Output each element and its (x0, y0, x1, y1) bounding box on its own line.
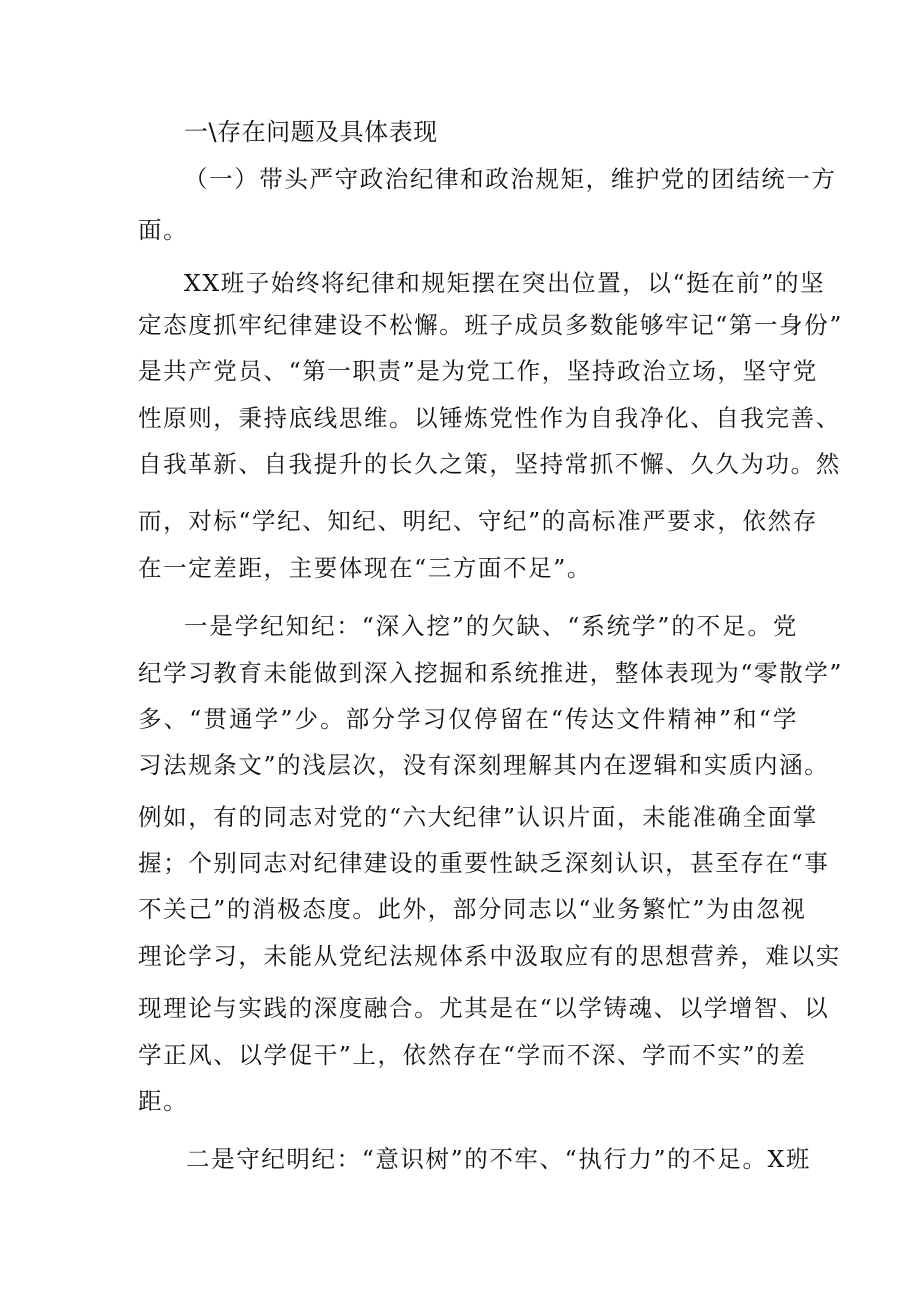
paragraph-line: 一是学纪知纪：“深入挖”的欠缺、“系统学”的不足。党 (184, 612, 798, 640)
paragraph-line: 是共产党员、“第一职责”是为党工作，坚持政治立场，坚守党 (138, 357, 818, 385)
paragraph-line: 多、“贯通学”少。部分学习仅停留在“传达文件精神”和“学 (138, 705, 798, 733)
paragraph-line: 例如，有的同志对党的“六大纪律”认识片面，未能准确全面掌 (138, 803, 818, 831)
paragraph-line: 性原则，秉持底线思维。以锤炼党性作为自我净化、自我完善、 (138, 404, 841, 432)
paragraph-line: 学正风、以学促干”上，依然存在“学而不深、学而不实”的差 (138, 1041, 807, 1069)
subheading-line: 面。 (138, 216, 189, 244)
paragraph-line: 现理论与实践的深度融合。尤其是在“以学铸魂、以学增智、以 (138, 994, 830, 1022)
paragraph-line: 定态度抓牢纪律建设不松懈。班子成员多数能够牢记“第一身份” (138, 311, 843, 339)
paragraph-line: 在一定差距，主要体现在“三方面不足”。 (138, 554, 592, 582)
paragraph-line: 自我革新、自我提升的长久之策，坚持常抓不懈、久久为功。然 (138, 450, 841, 478)
paragraph-line: XX班子始终将纪律和规矩摆在突出位置，以“挺在前”的坚 (184, 269, 826, 297)
paragraph-line: 而，对标“学纪、知纪、明纪、守纪”的高标准严要求，依然存 (138, 507, 818, 535)
paragraph-line: 距。 (138, 1087, 189, 1115)
paragraph-line: 理论学习，未能从党纪法规体系中汲取应有的思想营养，难以实 (138, 942, 841, 970)
paragraph-line: 习法规条文”的浅层次，没有深刻理解其内在逻辑和实质内涵。 (138, 751, 830, 779)
paragraph-line: 纪学习教育未能做到深入挖掘和系统推进，整体表现为“零散学” (138, 659, 843, 687)
paragraph-line: 不关己”的消极态度。此外，部分同志以“业务繁忙”为由忽视 (138, 895, 807, 923)
subheading-line: （一）带头严守政治纪律和政治规矩，维护党的团结统一方 (184, 165, 837, 193)
paragraph-line: 握；个别同志对纪律建设的重要性缺乏深刻认识，甚至存在“事 (138, 849, 830, 877)
section-heading: 一\存在问题及具体表现 (184, 118, 438, 146)
paragraph-line: 二是守纪明纪：“意识树”的不牢、“执行力”的不足。X班 (186, 1145, 811, 1173)
